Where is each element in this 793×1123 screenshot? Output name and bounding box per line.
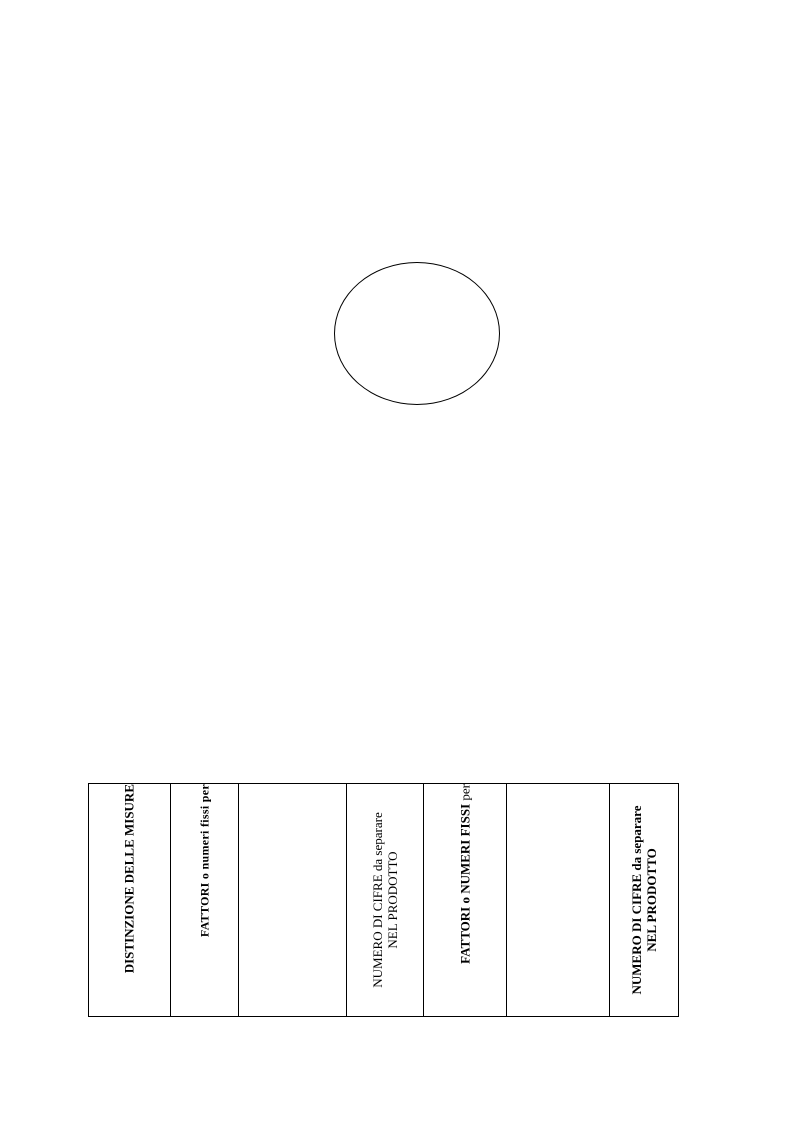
table-column-numero-cifre-2 bbox=[610, 784, 678, 1016]
header-nel-prodotto-2: NEL PRODOTTO bbox=[644, 848, 660, 952]
header-distinzione-delle-misure: DISTINZIONE DELLE MISURE bbox=[121, 784, 137, 974]
table-column-empty-2 bbox=[507, 784, 611, 1016]
header-per: per bbox=[457, 784, 473, 804]
table-column-numero-cifre bbox=[347, 784, 424, 1016]
header-nel-prodotto: NEL PRODOTTO bbox=[384, 851, 400, 949]
table-column-empty-1 bbox=[239, 784, 347, 1016]
measures-table bbox=[88, 783, 679, 1017]
table-column-fattori-numeri-fissi bbox=[424, 784, 507, 1016]
header-fattori-o-numeri-fissi: FATTORI o NUMERI FISSI bbox=[457, 803, 473, 964]
header-da-separare-2: da separare bbox=[629, 805, 645, 874]
header-numero-di-cifre-2: NUMERO DI CIFRE bbox=[629, 873, 645, 995]
header-da-separare: da separare bbox=[369, 812, 385, 875]
table-column-fattori bbox=[171, 784, 240, 1016]
table-column-distinzione bbox=[89, 784, 171, 1016]
header-fattori-numeri-fissi: FATTORI o numeri fissi per bbox=[197, 784, 212, 938]
header-numero-di-cifre: NUMERO DI CIFRE bbox=[369, 874, 385, 988]
ellipse-shape bbox=[334, 262, 500, 405]
